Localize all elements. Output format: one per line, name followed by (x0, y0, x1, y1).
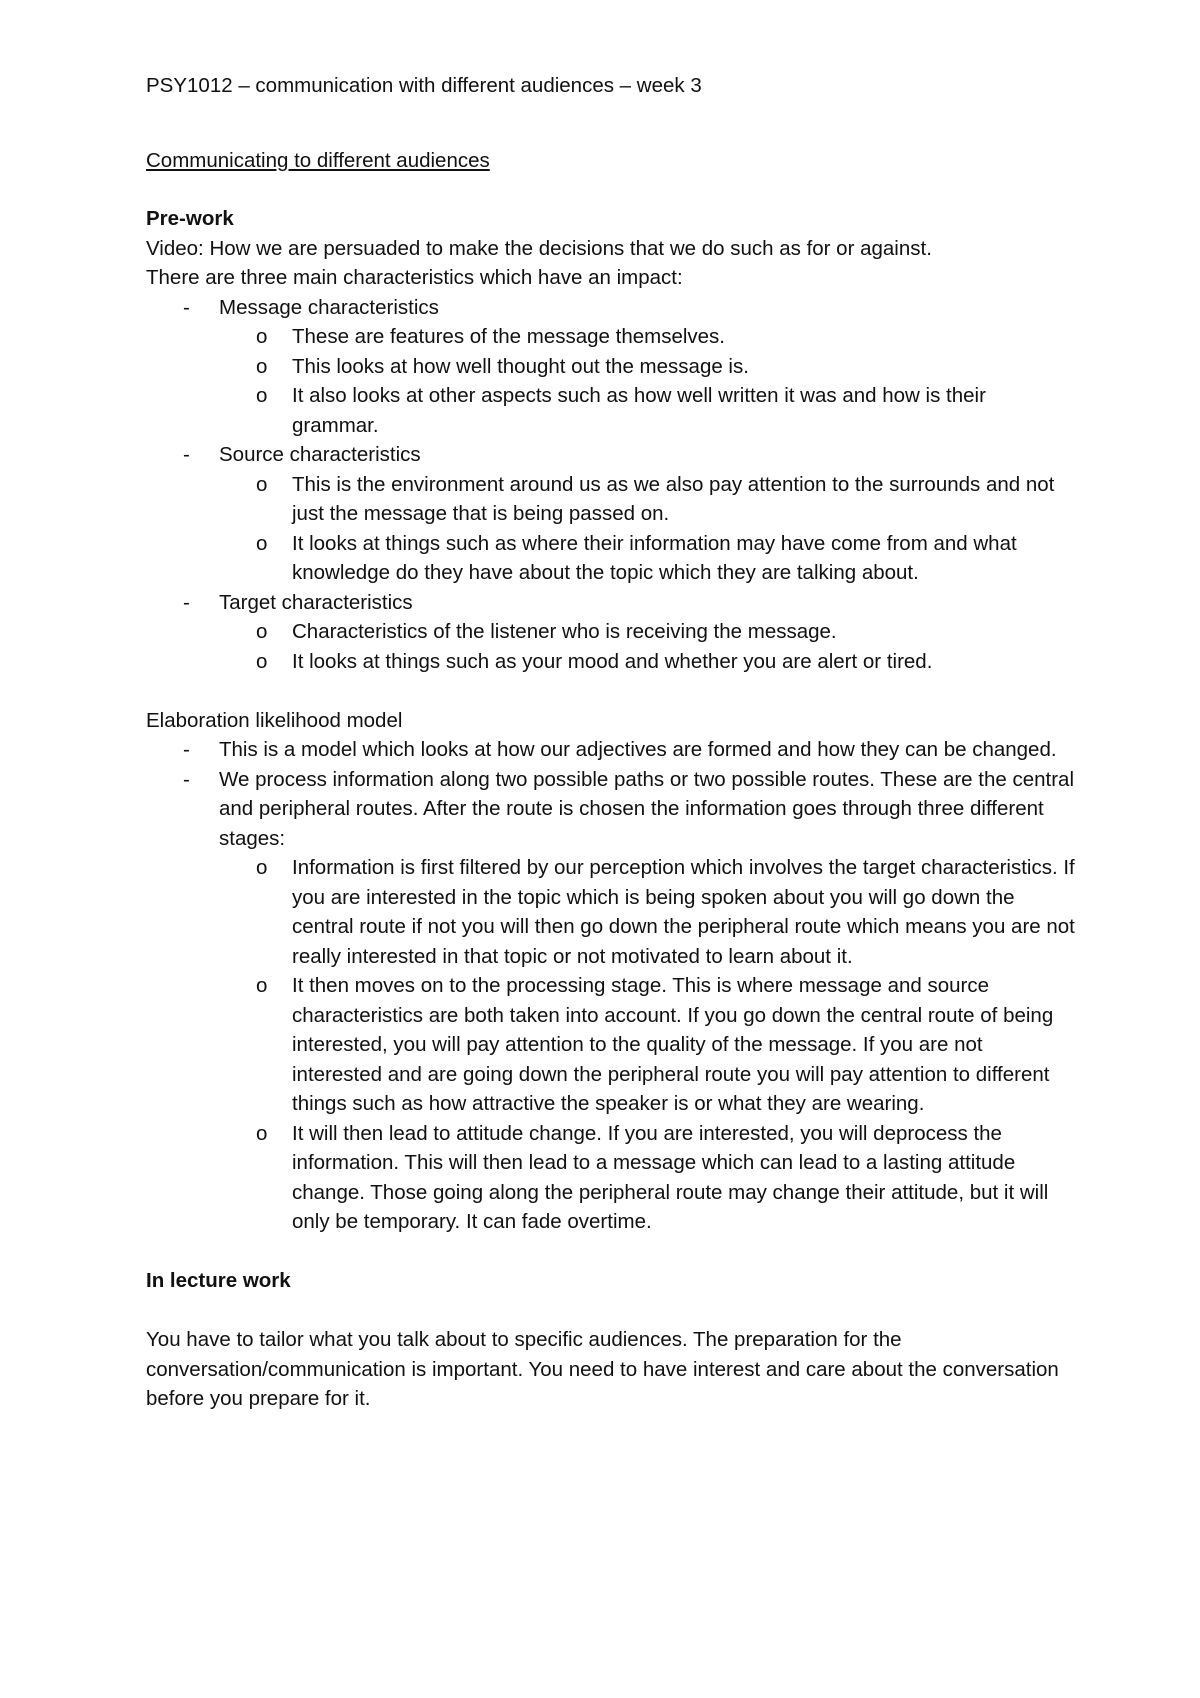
circle-bullet: o (256, 620, 268, 643)
circle-bullet: o (256, 856, 268, 879)
list-item-label: Message characteristics (219, 295, 439, 319)
circle-bullet: o (256, 531, 268, 555)
list-item-text: We process information along two possible paths or two possible routes. These are the central and peripheral routes. After the route is chosen the information goes through three different stages: (219, 767, 1075, 850)
spacer (146, 1296, 1076, 1326)
sub-list (219, 470, 1076, 588)
list-item-label: Source characteristics (219, 443, 421, 466)
document-page (146, 71, 1076, 1414)
sub-item-text: Characteristics of the listener who is receiving the message. (292, 620, 837, 643)
document-title: PSY1012 – communication with different audiences – week 3 (146, 74, 702, 97)
spacer (146, 676, 1076, 706)
list-item (146, 440, 1076, 588)
sub-item-text: This is the environment around us as we also pay attention to the surrounds and not just the message that is being passed on. (292, 472, 1055, 525)
prework-intro-line-1: Video: How we are persuaded to make the decisions that we do such as for or against. (146, 236, 932, 260)
prework-intro-line-2: There are three main characteristics which have an impact: (146, 266, 683, 289)
sub-list (219, 853, 1076, 1237)
elm-heading: Elaboration likelihood model (146, 708, 403, 732)
lecture-paragraph: You have to tailor what you talk about to specific audiences. The preparation for the conversation/communication is important. You need to have interest and care about the conversation before you prepare for it. (146, 1328, 1059, 1410)
sub-item-text: It then moves on to the processing stage. This is where message and source characteristics are both taken into account. If you go down the central route of being interested, you will pay attention to the quality of the message. If you are not interested and are going down the peripheral route you will pay attention to different things such as how attractive the speaker is or what they are wearing. (292, 974, 1054, 1115)
sub-list-item (219, 853, 1076, 971)
sub-list-item (219, 322, 1076, 352)
list-item-label: Target characteristics (219, 590, 413, 614)
sub-list-item (219, 617, 1076, 647)
list-item (146, 735, 1076, 765)
sub-list-item (219, 352, 1076, 382)
lecture-heading: In lecture work (146, 1269, 291, 1292)
list-item (146, 588, 1076, 677)
sub-list-item (219, 529, 1076, 588)
sub-item-text: It looks at things such as where their information may have come from and what knowledge do they have about the topic which they are talking about. (292, 531, 1017, 584)
sub-item-text: These are features of the message themselves. (292, 325, 726, 348)
list-item (146, 293, 1076, 441)
circle-bullet: o (256, 384, 268, 407)
sub-item-text: It looks at things such as your mood and whether you are alert or tired. (292, 649, 933, 673)
circle-bullet: o (256, 1121, 268, 1145)
circle-bullet: o (256, 974, 268, 997)
sub-list-item (219, 647, 1076, 677)
circle-bullet: o (256, 649, 268, 673)
sub-list (219, 322, 1076, 440)
prework-heading: Pre-work (146, 207, 234, 230)
sub-item-text: It also looks at other aspects such as how well written it was and how is their grammar. (292, 384, 986, 437)
dash-bullet: - (183, 590, 190, 614)
sub-item-text: This looks at how well thought out the message is. (292, 354, 749, 378)
list-item-text: This is a model which looks at how our adjectives are formed and how they can be changed. (219, 738, 1057, 761)
elm-list (146, 735, 1076, 1237)
dash-bullet: - (183, 767, 190, 791)
section-heading: Communicating to different audiences (146, 148, 490, 172)
sub-list-item (219, 470, 1076, 529)
characteristics-list (146, 293, 1076, 677)
circle-bullet: o (256, 472, 268, 496)
sub-list-item (219, 1119, 1076, 1237)
list-item (146, 765, 1076, 1237)
circle-bullet: o (256, 325, 268, 348)
sub-list-item (219, 971, 1076, 1119)
circle-bullet: o (256, 354, 268, 378)
sub-item-text: It will then lead to attitude change. If you are interested, you will deprocess the information. This will then lead to a message which can lead to a lasting attitude change. Those going along the peripheral route may change their attitude, but it will only be temporary. It can fade overtime. (292, 1121, 1049, 1233)
spacer (146, 1237, 1076, 1267)
sub-list-item (219, 381, 1076, 440)
dash-bullet: - (183, 738, 190, 761)
dash-bullet: - (183, 443, 190, 466)
dash-bullet: - (183, 295, 190, 319)
sub-item-text: Information is first filtered by our perception which involves the target characteristics. If you are interested in the topic which is being spoken about you will go down the central route if not you will then go down the peripheral route which means you are not really interested in that topic or not motivated to learn about it. (292, 856, 1075, 968)
sub-list (219, 617, 1076, 676)
